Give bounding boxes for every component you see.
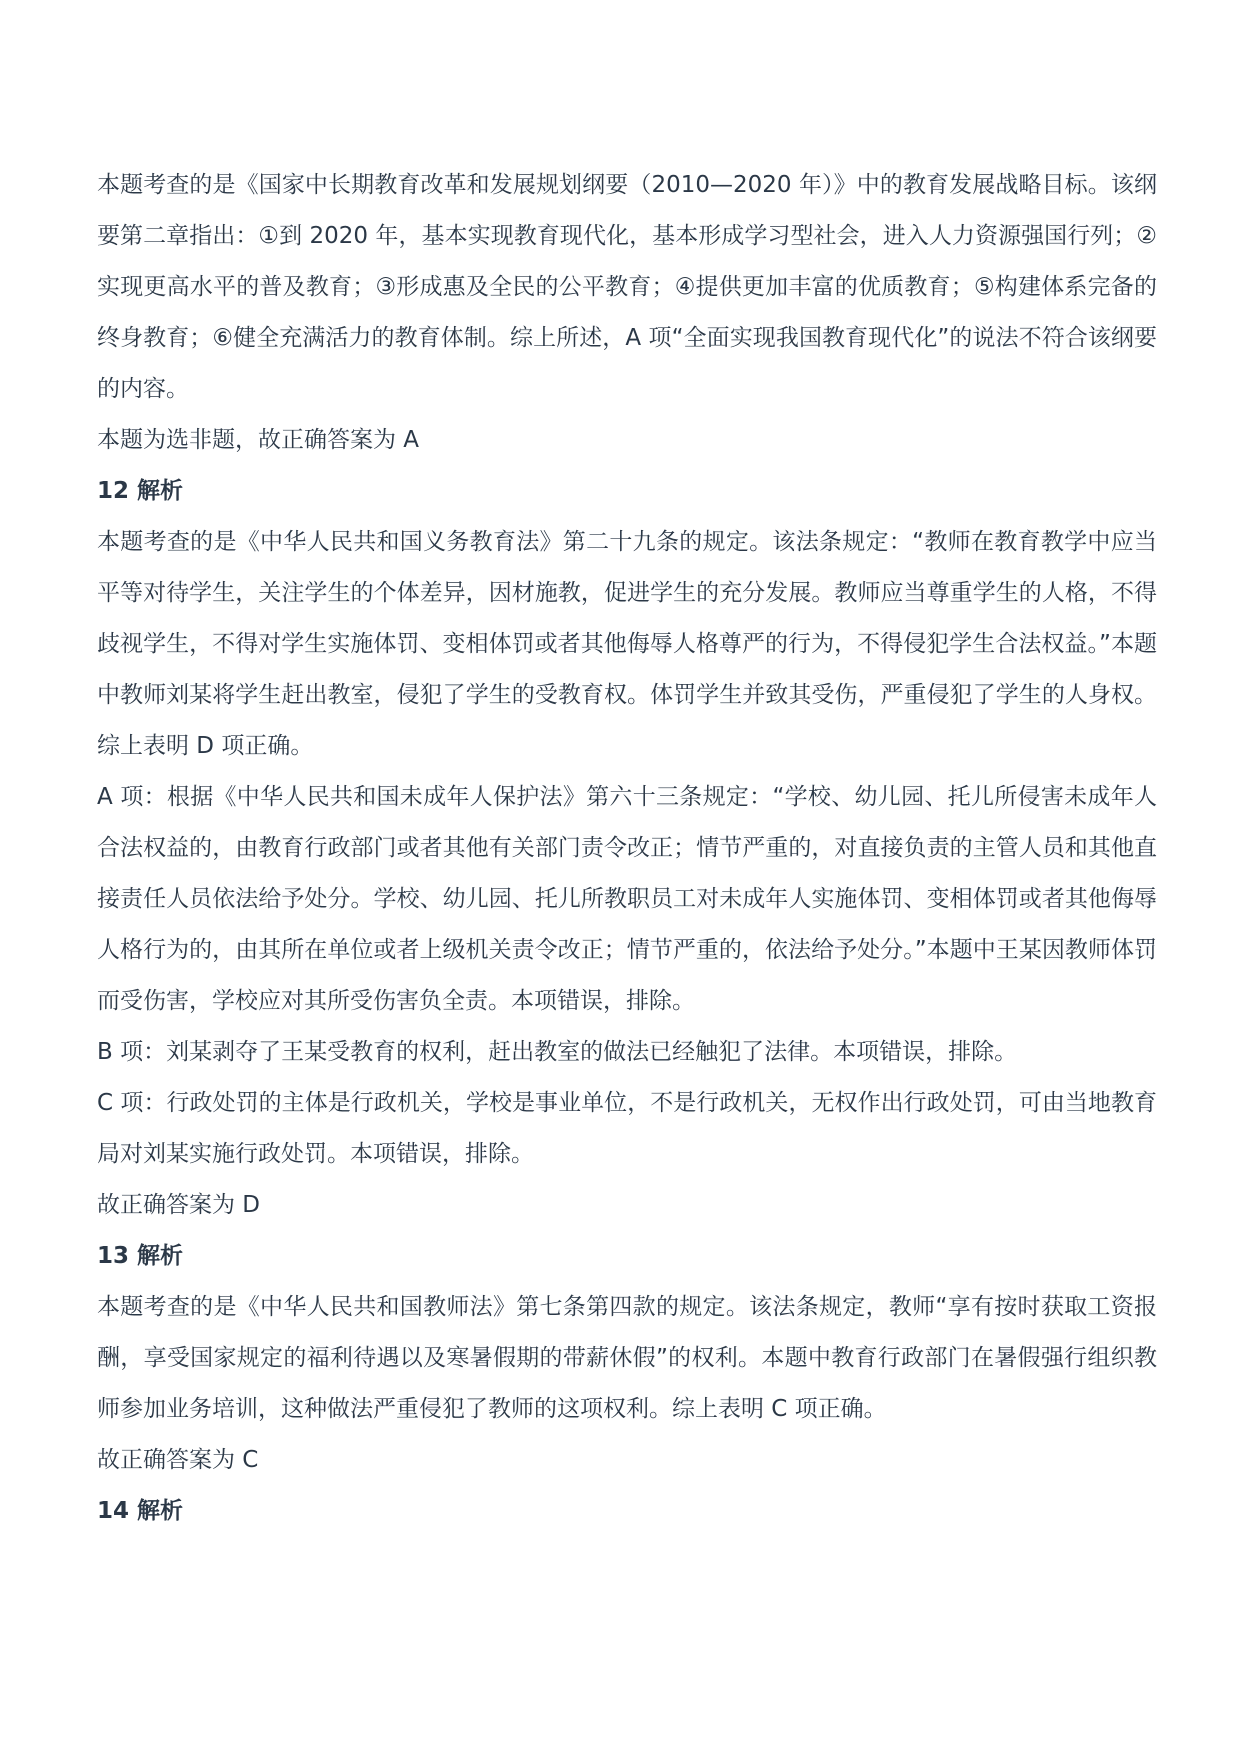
answer-12: 故正确答案为 D <box>97 1192 261 1218</box>
section-heading-13: 13 解析 <box>97 1243 184 1269</box>
section-heading-14: 14 解析 <box>97 1498 184 1524</box>
answer-13: 故正确答案为 C <box>97 1447 259 1473</box>
option-b-analysis: B 项：刘某剥夺了王某受教育的权利，赶出教室的做法已经触犯了法律。本项错误，排除。 <box>97 1039 1018 1065</box>
document-page <box>97 160 1157 1537</box>
answer-11: 本题为选非题，故正确答案为 A <box>97 427 420 453</box>
option-a-analysis: A 项：根据《中华人民共和国未成年人保护法》第六十三条规定：“学校、幼儿园、托儿所侵害未成年人合法权益的，由教育行政部门或者其他有关部门责令改正；情节严重的，对直接负责的主管人员和其他直接责任人员依法给予处分。学校、幼儿园、托儿所教职员工对未成年人实施体罚、变相体罚或者其他侮辱人格行为的，由其所在单位或者上级机关责令改正；情节严重的，依法给予处分。”本题中王某因教师体罚而受伤害，学校应对其所受伤害负全责。本项错误，排除。 <box>97 784 1157 1014</box>
explanation-11-text: 本题考查的是《国家中长期教育改革和发展规划纲要（2010—2020 年）》中的教育发展战略目标。该纲要第二章指出：①到 2020 年，基本实现教育现代化，基本形成学习型社会，进入人力资源强国行列；②实现更高水平的普及教育；③形成惠及全民的公平教育；④提供更加丰富的优质教育；⑤构建体系完备的终身教育；⑥健全充满活力的教育体制。综上所述，A 项“全面实现我国教育现代化”的说法不符合该纲要的内容。 <box>97 172 1157 402</box>
section-heading-12: 12 解析 <box>97 478 184 504</box>
explanation-12-text: 本题考查的是《中华人民共和国义务教育法》第二十九条的规定。该法条规定：“教师在教育教学中应当平等对待学生，关注学生的个体差异，因材施教，促进学生的充分发展。教师应当尊重学生的人格，不得歧视学生，不得对学生实施体罚、变相体罚或者其他侮辱人格尊严的行为，不得侵犯学生合法权益。”本题中教师刘某将学生赶出教室，侵犯了学生的受教育权。体罚学生并致其受伤，严重侵犯了学生的人身权。综上表明 D 项正确。 <box>97 529 1157 759</box>
explanation-13-text: 本题考查的是《中华人民共和国教师法》第七条第四款的规定。该法条规定，教师“享有按时获取工资报酬，享受国家规定的福利待遇以及寒暑假期的带薪休假”的权利。本题中教育行政部门在暑假强行组织教师参加业务培训，这种做法严重侵犯了教师的这项权利。综上表明 C 项正确。 <box>97 1294 1157 1422</box>
option-c-analysis: C 项：行政处罚的主体是行政机关，学校是事业单位，不是行政机关，无权作出行政处罚，可由当地教育局对刘某实施行政处罚。本项错误，排除。 <box>97 1090 1157 1167</box>
